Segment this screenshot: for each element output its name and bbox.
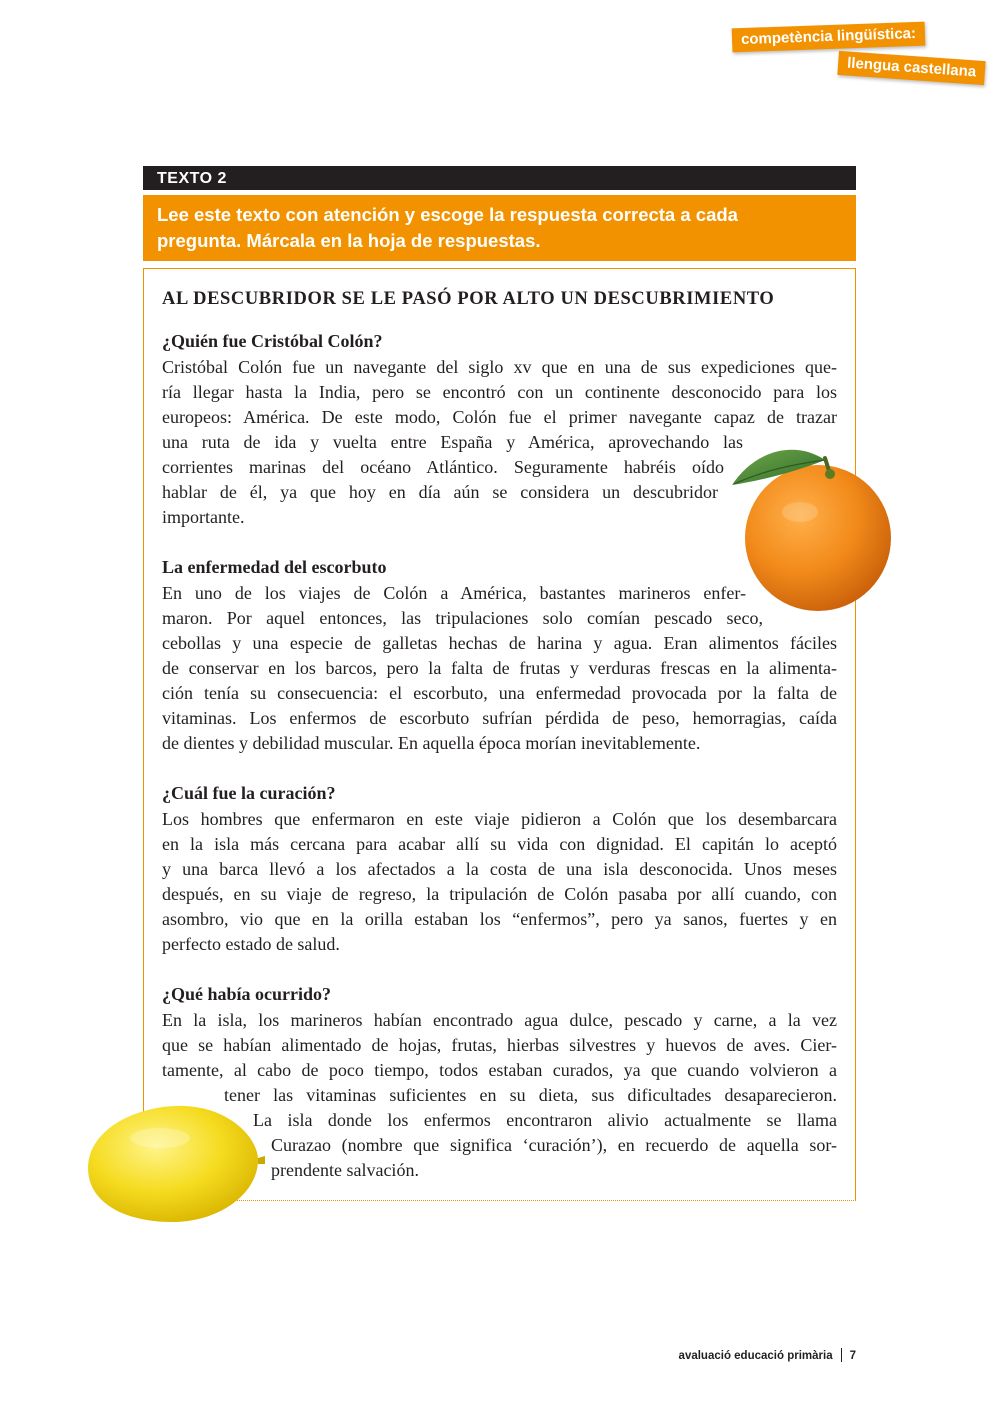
section-label: TEXTO 2 — [143, 166, 856, 190]
text-line: en la isla más cercana para acabar allí su vida con dignidad. El capitán lo aceptó — [162, 834, 837, 854]
text-line: Cristóbal Colón fue un navegante del siglo xv que en una de sus expediciones que- — [162, 357, 837, 377]
section-heading: La enfermedad del escorbuto — [162, 557, 387, 577]
text-line: ría llegar hasta la India, pero se encontró con un continente desconocido para los — [162, 382, 837, 402]
orange-image — [730, 440, 900, 620]
text-line: que se habían alimentado de hojas, frutas, hierbas silvestres y huevos de aves. Cier- — [162, 1035, 837, 1055]
section-heading: ¿Cuál fue la curación? — [162, 783, 336, 803]
text-line: importante. — [162, 507, 245, 527]
footer-text: avaluació educació primària — [678, 1350, 833, 1362]
instruction-box — [143, 195, 856, 261]
subject-tag-competencia: competència lingüística: — [732, 22, 926, 53]
text-line: cebollas y una especie de galletas hechas de harina y agua. Eran alimentos fáciles — [162, 633, 837, 653]
text-line: Los hombres que enfermaron en este viaje pidieron a Colón que los desembarcara — [162, 809, 837, 829]
footer-divider — [841, 1348, 842, 1362]
instruction-line: Lee este texto con atención y escoge la respuesta correcta a cada — [157, 204, 738, 225]
text-line: perfecto estado de salud. — [162, 934, 340, 954]
text-line: tener las vitaminas suficientes en su dieta, sus dificultades desaparecieron. — [224, 1085, 837, 1105]
instruction-line: pregunta. Márcala en la hoja de respuestas. — [157, 230, 541, 251]
text-line: de dientes y debilidad muscular. En aquella época morían inevitablemente. — [162, 733, 701, 753]
text-line: En la isla, los marineros habían encontrado agua dulce, pescado y carne, a la vez — [162, 1010, 837, 1030]
text-line: y una barca llevó a los afectados a la costa de una isla desconocida. Unos meses — [162, 859, 837, 879]
text-line: europeos: América. De este modo, Colón fue el primer navegante capaz de trazar — [162, 407, 837, 427]
text-line: Curazao (nombre que significa ‘curación’), en recuerdo de aquella sor- — [271, 1135, 837, 1155]
subject-tag-llengua: llengua castellana — [837, 51, 986, 85]
section-heading: ¿Quién fue Cristóbal Colón? — [162, 331, 383, 351]
section-heading: ¿Qué había ocurrido? — [162, 984, 332, 1004]
text-line: La isla donde los enfermos encontraron alivio actualmente se llama — [253, 1110, 837, 1130]
article-title: AL DESCUBRIDOR SE LE PASÓ POR ALTO UN DESCUBRIMIENTO — [162, 289, 775, 309]
text-line: después, en su viaje de regreso, la tripulación de Colón pasaba por allí cuando, con — [162, 884, 837, 904]
page-number: 7 — [849, 1350, 856, 1362]
text-line: prendente salvación. — [271, 1160, 419, 1180]
text-line: asombro, vio que en la orilla estaban los “enfermos”, pero ya sanos, fuertes y en — [162, 909, 837, 929]
text-line: maron. Por aquel entonces, las tripulaciones solo comían pescado seco, — [162, 608, 763, 628]
text-line: de conservar en los barcos, pero la falta de frutas y verduras frescas en la alimenta- — [162, 658, 837, 678]
lemon-image — [80, 1098, 265, 1228]
text-line: hablar de él, ya que hoy en día aún se considera un descubridor — [162, 482, 718, 502]
text-line: corrientes marinas del océano Atlántico. Seguramente habréis oído — [162, 457, 724, 477]
text-line: En uno de los viajes de Colón a América, bastantes marineros enfer- — [162, 583, 746, 603]
text-line: una ruta de ida y vuelta entre España y América, aprovechando las — [162, 432, 743, 452]
text-line: vitaminas. Los enfermos de escorbuto sufrían pérdida de peso, hemorragias, caída — [162, 708, 837, 728]
text-line: tamente, al cabo de poco tiempo, todos estaban curados, ya que cuando volvieron a — [162, 1060, 837, 1080]
page-footer — [679, 1348, 856, 1362]
text-line: ción tenía su consecuencia: el escorbuto, una enfermedad provocada por la falta de — [162, 683, 837, 703]
